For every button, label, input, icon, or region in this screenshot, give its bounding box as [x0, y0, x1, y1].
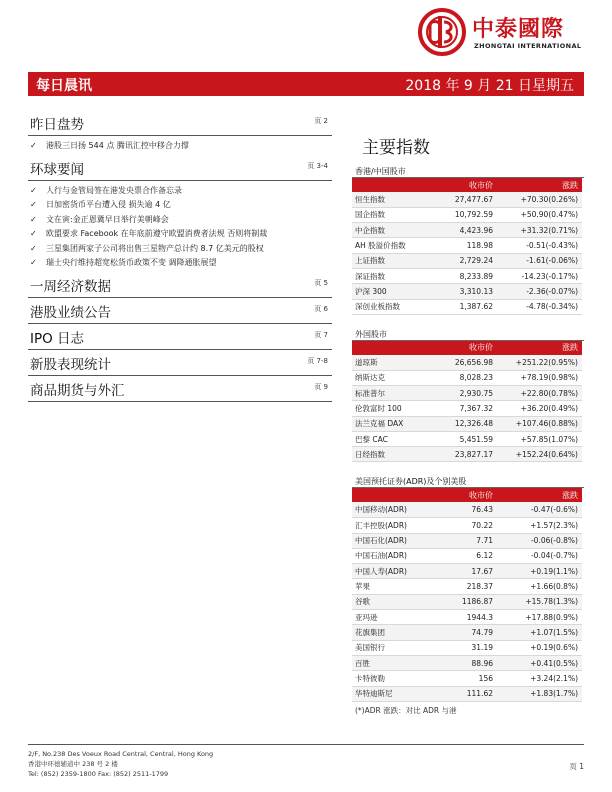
- index-name: 美国银行: [352, 640, 422, 655]
- bullet-text: 三星集团两家子公司将出售三星物产总计约 8.7 亿美元的股权: [46, 243, 264, 253]
- index-name: 道琼斯: [352, 355, 422, 370]
- index-close: 76.43: [422, 502, 497, 517]
- header-change: 涨跌: [497, 488, 582, 502]
- index-name: 伦敦富时 100: [352, 401, 422, 416]
- index-change: +70.30(0.26%): [497, 192, 582, 207]
- index-change: +31.32(0.71%): [497, 223, 582, 238]
- index-close: 31.19: [422, 640, 497, 655]
- section-title: 新股表现统计: [30, 356, 111, 373]
- table-row: [352, 416, 582, 431]
- index-change: +15.78(1.3%): [497, 594, 582, 609]
- logo-name-cn: 中泰國際: [472, 17, 565, 42]
- index-table: [352, 341, 582, 463]
- index-close: 118.98: [422, 238, 497, 253]
- index-name: AH 股溢价指数: [352, 238, 422, 253]
- index-name: 中企指数: [352, 223, 422, 238]
- section-page-ref: 页 3-4: [307, 161, 328, 170]
- table-row: [352, 192, 582, 207]
- page-number: 页 1: [569, 762, 584, 771]
- index-table: [352, 488, 582, 701]
- index-change: +0.41(0.5%): [497, 655, 582, 670]
- footer-contact: Tel: (852) 2359-1800 Fax: (852) 2511-1799: [28, 770, 169, 778]
- checkmark-icon: ✓: [30, 185, 37, 195]
- table-row: [352, 401, 582, 416]
- section-heading: [28, 300, 332, 324]
- section-page-ref: 页 5: [314, 278, 328, 287]
- index-change: +22.80(0.78%): [497, 385, 582, 400]
- index-close: 74.79: [422, 625, 497, 640]
- contents-column: [28, 110, 332, 402]
- index-change: -14.23(-0.17%): [497, 268, 582, 283]
- index-change: +0.19(1.1%): [497, 564, 582, 579]
- index-close: 156: [422, 671, 497, 686]
- section-heading: [28, 274, 332, 298]
- checkmark-icon: ✓: [30, 214, 37, 224]
- index-name: 汇丰控股(ADR): [352, 518, 422, 533]
- company-logo: [418, 6, 604, 58]
- index-change: -0.06(-0.8%): [497, 533, 582, 548]
- title-banner: [28, 72, 584, 96]
- section-heading: [28, 378, 332, 402]
- index-name: 卡特彼勒: [352, 671, 422, 686]
- index-change: -2.36(-0.07%): [497, 284, 582, 299]
- bullet-text: 文在寅:金正恩冀早日举行美朝峰会: [46, 214, 169, 224]
- index-close: 7,367.32: [422, 401, 497, 416]
- section-heading: [28, 112, 332, 136]
- index-change: -0.51(-0.43%): [497, 238, 582, 253]
- section-title: 环球要闻: [30, 161, 84, 178]
- table-row: [352, 594, 582, 609]
- bullet-list: [28, 136, 332, 155]
- index-close: 7.71: [422, 533, 497, 548]
- index-name: 中国移动(ADR): [352, 502, 422, 517]
- index-change: +1.66(0.8%): [497, 579, 582, 594]
- index-change: +1.07(1.5%): [497, 625, 582, 640]
- table-row: [352, 355, 582, 370]
- bullet-item: [28, 243, 332, 256]
- bullet-text: 日加密货币平台遭入侵 损失逾 4 亿: [46, 200, 171, 209]
- table-row: [352, 385, 582, 400]
- index-name: 标准普尔: [352, 385, 422, 400]
- table-row: [352, 548, 582, 563]
- index-close: 3,310.13: [422, 284, 497, 299]
- index-change: -0.04(-0.7%): [497, 548, 582, 563]
- table-row: [352, 579, 582, 594]
- section-page-ref: 页 6: [314, 304, 328, 313]
- index-name: 苹果: [352, 579, 422, 594]
- index-group-title: 美国预托证券(ADR)及个别美股: [352, 476, 584, 488]
- index-close: 8,233.89: [422, 268, 497, 283]
- section-title: 港股业绩公告: [30, 304, 111, 321]
- table-row: [352, 610, 582, 625]
- index-close: 10,792.59: [422, 207, 497, 222]
- indices-column: [352, 134, 584, 716]
- index-group: [352, 166, 584, 315]
- index-change: +17.88(0.9%): [497, 610, 582, 625]
- table-row: [352, 207, 582, 222]
- index-close: 12,326.48: [422, 416, 497, 431]
- section-title: IPO 日志: [30, 330, 85, 347]
- index-change: +251.22(0.95%): [497, 355, 582, 370]
- index-name: 恒生指数: [352, 192, 422, 207]
- index-close: 1944.3: [422, 610, 497, 625]
- index-name: 国企指数: [352, 207, 422, 222]
- index-group-title: 外国股市: [352, 329, 584, 341]
- index-name: 法兰克福 DAX: [352, 416, 422, 431]
- bullet-item: [28, 257, 332, 270]
- index-close: 70.22: [422, 518, 497, 533]
- section-page-ref: 页 7: [314, 330, 328, 339]
- index-close: 2,930.75: [422, 385, 497, 400]
- index-change: +1.57(2.3%): [497, 518, 582, 533]
- section-title: 一周经济数据: [30, 278, 111, 295]
- header-change: 涨跌: [497, 178, 582, 192]
- section-title: 商品期货与外汇: [30, 382, 125, 399]
- table-header-row: [352, 341, 582, 355]
- index-group-title: 香港/中国股市: [352, 166, 584, 178]
- index-close: 5,451.59: [422, 431, 497, 446]
- checkmark-icon: ✓: [30, 200, 37, 209]
- table-row: [352, 502, 582, 517]
- index-name: 纳斯达克: [352, 370, 422, 385]
- index-change: +107.46(0.88%): [497, 416, 582, 431]
- index-close: 6.12: [422, 548, 497, 563]
- index-close: 27,477.67: [422, 192, 497, 207]
- bullet-text: 瑞士央行维持超宽松货币政策不变 调降通胀展望: [46, 258, 217, 267]
- index-change: +57.85(1.07%): [497, 431, 582, 446]
- index-close: 4,423.96: [422, 223, 497, 238]
- table-row: [352, 686, 582, 701]
- checkmark-icon: ✓: [30, 141, 37, 150]
- index-change: +3.24(2.1%): [497, 671, 582, 686]
- index-name: 深证指数: [352, 268, 422, 283]
- index-close: 26,656.98: [422, 355, 497, 370]
- index-table: [352, 178, 582, 315]
- bullet-item: [28, 140, 332, 153]
- index-change: +152.24(0.64%): [497, 447, 582, 462]
- logo-name-en: ZHONGTAI INTERNATIONAL: [474, 42, 582, 50]
- index-close: 23,827.17: [422, 447, 497, 462]
- index-name: 谷歌: [352, 594, 422, 609]
- logo-mark-icon: [418, 8, 466, 56]
- index-close: 1,387.62: [422, 299, 497, 314]
- table-row: [352, 655, 582, 670]
- bullet-item: [28, 214, 332, 227]
- index-name: 中国石油(ADR): [352, 548, 422, 563]
- bullet-text: 欧盟要求 Facebook 在年底前遵守欧盟消费者法规 否则将制裁: [46, 229, 268, 238]
- index-group: [352, 476, 584, 715]
- checkmark-icon: ✓: [30, 229, 37, 238]
- bullet-text: 人行与金管局签在港发央票合作备忘录: [46, 185, 182, 195]
- index-close: 2,729.24: [422, 253, 497, 268]
- report-title: 每日晨讯: [36, 78, 92, 94]
- bullet-text: 港股三日扬 544 点 腾讯汇控中移合力撑: [46, 141, 189, 150]
- table-row: [352, 253, 582, 268]
- section-page-ref: 页 2: [314, 117, 328, 125]
- table-note: (*)ADR 涨跌：对比 ADR 与港: [355, 705, 457, 715]
- header-name-cell: [352, 178, 422, 192]
- bullet-item: [28, 185, 332, 198]
- table-row: [352, 564, 582, 579]
- table-row: [352, 370, 582, 385]
- index-name: 日经指数: [352, 447, 422, 462]
- index-name: 亚玛逊: [352, 610, 422, 625]
- section-heading: [28, 157, 332, 181]
- table-row: [352, 447, 582, 462]
- index-name: 上证指数: [352, 253, 422, 268]
- index-close: 1186.87: [422, 594, 497, 609]
- header-change: 涨跌: [497, 341, 582, 355]
- bullet-item: [28, 199, 332, 212]
- table-row: [352, 223, 582, 238]
- index-change: -1.61(-0.06%): [497, 253, 582, 268]
- index-name: 百胜: [352, 655, 422, 670]
- index-name: 深创业板指数: [352, 299, 422, 314]
- bullet-item: [28, 228, 332, 241]
- table-row: [352, 284, 582, 299]
- index-change: +1.83(1.7%): [497, 686, 582, 701]
- index-name: 沪深 300: [352, 284, 422, 299]
- report-date: 2018 年 9 月 21 日星期五: [405, 78, 574, 94]
- header-name-cell: [352, 341, 422, 355]
- section-page-ref: 页 9: [314, 382, 328, 391]
- footer-address-en: 2/F, No.238 Des Voeux Road Central, Central, Hong Kong: [28, 750, 214, 758]
- index-change: +0.19(0.6%): [497, 640, 582, 655]
- header-name-cell: [352, 488, 422, 502]
- table-row: [352, 431, 582, 446]
- table-row: [352, 299, 582, 314]
- header-price: 收市价: [422, 488, 497, 502]
- table-header-row: [352, 488, 582, 502]
- index-name: 华特迪斯尼: [352, 686, 422, 701]
- table-row: [352, 533, 582, 548]
- index-name: 中国石化(ADR): [352, 533, 422, 548]
- index-group: [352, 329, 584, 463]
- table-row: [352, 640, 582, 655]
- bullet-list: [28, 181, 332, 272]
- index-close: 8,028.23: [422, 370, 497, 385]
- index-change: +50.90(0.47%): [497, 207, 582, 222]
- index-close: 111.62: [422, 686, 497, 701]
- section-heading: [28, 326, 332, 350]
- index-change: +36.20(0.49%): [497, 401, 582, 416]
- index-change: -4.78(-0.34%): [497, 299, 582, 314]
- table-row: [352, 238, 582, 253]
- checkmark-icon: ✓: [30, 243, 37, 253]
- index-change: -0.47(-0.6%): [497, 502, 582, 517]
- table-row: [352, 671, 582, 686]
- index-name: 中国人寿(ADR): [352, 564, 422, 579]
- table-row: [352, 268, 582, 283]
- indices-title: 主要指数: [362, 138, 430, 158]
- table-row: [352, 625, 582, 640]
- page-footer: [28, 744, 584, 779]
- header-price: 收市价: [422, 178, 497, 192]
- section-title: 昨日盘势: [30, 117, 84, 133]
- index-name: 花旗集团: [352, 625, 422, 640]
- checkmark-icon: ✓: [30, 258, 37, 267]
- table-row: [352, 518, 582, 533]
- index-close: 88.96: [422, 655, 497, 670]
- table-header-row: [352, 178, 582, 192]
- footer-address-cn: 香港中环德辅道中 238 号 2 楼: [28, 760, 118, 768]
- index-close: 218.37: [422, 579, 497, 594]
- section-heading: [28, 352, 332, 376]
- index-change: +78.19(0.98%): [497, 370, 582, 385]
- index-close: 17.67: [422, 564, 497, 579]
- section-page-ref: 页 7-8: [307, 356, 328, 365]
- index-name: 巴黎 CAC: [352, 431, 422, 446]
- header-price: 收市价: [422, 341, 497, 355]
